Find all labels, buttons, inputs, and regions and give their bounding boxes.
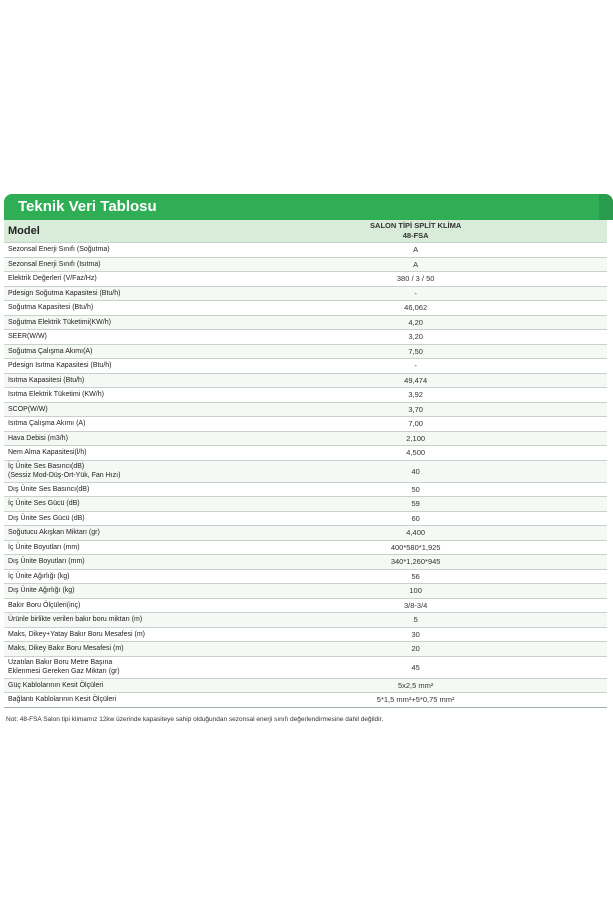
spec-label (4, 613, 224, 628)
model-header: Model (4, 220, 224, 243)
spec-label-text: Elektrik Değerleri (V/Faz/Hz) (8, 275, 97, 283)
spec-label (4, 555, 224, 570)
spec-value: 340*1,260*945 (224, 555, 607, 570)
spec-label-text: Dış Ünite Boyutları (mm) (8, 558, 85, 566)
spec-label-text: Pdesign Soğutma Kapasitesi (Btu/h) (8, 289, 121, 297)
spec-value: 380 / 3 / 50 (224, 272, 607, 287)
spec-label-text: Hava Debisi (m3/h) (8, 434, 68, 442)
spec-value: 40 (224, 460, 607, 482)
spec-label (4, 584, 224, 599)
table-row (4, 417, 607, 432)
spec-value: 4,20 (224, 315, 607, 330)
spec-label-text: Bakır Boru Ölçüleri(inç) (8, 601, 81, 609)
spec-label (4, 431, 224, 446)
table-row (4, 656, 607, 678)
spec-value: 49,474 (224, 373, 607, 388)
spec-label (4, 569, 224, 584)
spec-value: 3,70 (224, 402, 607, 417)
spec-value: 7,00 (224, 417, 607, 432)
spec-label-text: İç Ünite Boyutları (mm) (8, 543, 80, 551)
spec-label-text: Sezonsal Enerji Sınıfı (Isıtma) (8, 260, 101, 268)
spec-label (4, 460, 224, 482)
page-title: Teknik Veri Tablosu (18, 198, 157, 215)
table-row (4, 330, 607, 345)
spec-label-text: SEER(W/W) (8, 333, 47, 341)
spec-label (4, 359, 224, 374)
table-row (4, 642, 607, 657)
spec-value: 7,50 (224, 344, 607, 359)
table-row (4, 598, 607, 613)
spec-label (4, 373, 224, 388)
spec-value: 100 (224, 584, 607, 599)
spec-label (4, 388, 224, 403)
spec-label (4, 526, 224, 541)
spec-table (4, 220, 607, 708)
spec-label-text: Bağlantı Kablolarının Kesit Ölçüleri (8, 696, 117, 704)
spec-label-text: Uzatılan Bakır Boru Metre Başına (8, 659, 113, 666)
spec-label (4, 656, 224, 678)
table-row (4, 497, 607, 512)
spec-value: 56 (224, 569, 607, 584)
spec-label (4, 627, 224, 642)
table-row (4, 301, 607, 316)
spec-label (4, 678, 224, 693)
spec-label (4, 315, 224, 330)
spec-label (4, 257, 224, 272)
table-row (4, 402, 607, 417)
spec-label-text: Isıtma Çalışma Akımı (A) (8, 420, 86, 428)
spec-value: 59 (224, 497, 607, 512)
spec-value: 60 (224, 511, 607, 526)
spec-value: 45 (224, 656, 607, 678)
spec-label (4, 344, 224, 359)
spec-label-text: Maks, Dikey Bakır Boru Mesafesi (m) (8, 645, 124, 653)
spec-label-text: Soğutma Kapasitesi (Btu/h) (8, 304, 94, 312)
spec-label (4, 417, 224, 432)
spec-label (4, 482, 224, 497)
spec-value: 4,500 (224, 446, 607, 461)
spec-value: A (224, 243, 607, 258)
spec-value: 5*1,5 mm²+5*0,75 mm² (224, 693, 607, 708)
spec-label-text: İç Ünite Ses Basıncı(dB) (8, 463, 85, 470)
spec-value: 400*580*1,925 (224, 540, 607, 555)
spec-label (4, 301, 224, 316)
table-row (4, 272, 607, 287)
table-row (4, 257, 607, 272)
spec-value: 5x2,5 mm² (224, 678, 607, 693)
spec-value: 50 (224, 482, 607, 497)
spec-label (4, 642, 224, 657)
spec-label-text: Isıtma Kapasitesi (Btu/h) (8, 376, 85, 384)
spec-label-text: Güç Kablolarının Kesit Ölçüleri (8, 681, 104, 689)
spec-value: 3,92 (224, 388, 607, 403)
table-row (4, 627, 607, 642)
spec-label (4, 402, 224, 417)
table-row (4, 569, 607, 584)
table-row (4, 359, 607, 374)
table-row (4, 555, 607, 570)
spec-label (4, 286, 224, 301)
spec-label-subtext: (Sessiz Mod-Düş-Ort-Yük, Fan Hızı) (8, 472, 121, 479)
product-line: SALON TİPİ SPLİT KLİMA (370, 221, 462, 230)
table-row (4, 693, 607, 708)
spec-label-text: Ürünle birlikte verilen bakır boru miktarı (m) (8, 616, 143, 624)
table-row (4, 482, 607, 497)
footnote: Not: 48-FSA Salon tipi klimamız 12kw üzerinde kapasiteye sahip olduğundan sezonsal enerji sınıfı değerlendirmesine dahil değildir. (6, 716, 384, 723)
spec-value: 2,100 (224, 431, 607, 446)
spec-label-text: Isıtma Elektrik Tüketimi (KW/h) (8, 391, 104, 399)
spec-label-text: İç Ünite Ağırlığı (kg) (8, 572, 70, 580)
spec-label (4, 511, 224, 526)
spec-label-text: Pdesign Isıtma Kapasitesi (Btu/h) (8, 362, 112, 370)
table-row (4, 678, 607, 693)
spec-label-subtext: Eklenmesi Gereken Gaz Miktarı (gr) (8, 668, 120, 675)
table-row (4, 315, 607, 330)
spec-label-text: Soğutucu Akışkan Miktarı (gr) (8, 529, 100, 537)
table-row (4, 243, 607, 258)
spec-value: - (224, 286, 607, 301)
spec-value: 5 (224, 613, 607, 628)
spec-label-text: Maks, Dikey+Yatay Bakır Boru Mesafesi (m) (8, 630, 145, 638)
table-row (4, 388, 607, 403)
spec-label (4, 446, 224, 461)
spec-label-text: Soğutma Elektrik Tüketimi(KW/h) (8, 318, 111, 326)
spec-label (4, 693, 224, 708)
spec-label (4, 598, 224, 613)
spec-value: - (224, 359, 607, 374)
table-row (4, 460, 607, 482)
spec-value: 46,062 (224, 301, 607, 316)
spec-label (4, 330, 224, 345)
table-row (4, 584, 607, 599)
table-row (4, 526, 607, 541)
spec-label (4, 272, 224, 287)
table-row (4, 373, 607, 388)
spec-value: 4,400 (224, 526, 607, 541)
table-header-row (4, 220, 607, 243)
table-row (4, 511, 607, 526)
product-model: 48-FSA (402, 231, 429, 240)
table-row (4, 431, 607, 446)
spec-label (4, 540, 224, 555)
table-row (4, 540, 607, 555)
product-header (224, 220, 607, 243)
spec-label-text: Soğutma Çalışma Akımı(A) (8, 347, 93, 355)
spec-value: 30 (224, 627, 607, 642)
table-row (4, 344, 607, 359)
spec-label-text: Dış Ünite Ağırlığı (kg) (8, 587, 75, 595)
spec-label (4, 497, 224, 512)
spec-value: 3/8-3/4 (224, 598, 607, 613)
spec-label-text: Nem Alma Kapasitesi(l/h) (8, 449, 87, 457)
spec-label-text: SCOP(W/W) (8, 405, 48, 413)
table-row (4, 613, 607, 628)
spec-label (4, 243, 224, 258)
spec-value: A (224, 257, 607, 272)
table-row (4, 286, 607, 301)
spec-value: 3,20 (224, 330, 607, 345)
spec-label-text: Dış Ünite Ses Basıncı(dB) (8, 485, 90, 493)
table-row (4, 446, 607, 461)
spec-label-text: Sezonsal Enerji Sınıfı (Soğutma) (8, 246, 110, 254)
spec-value: 20 (224, 642, 607, 657)
title-banner (4, 194, 613, 220)
spec-label-text: İç Ünite Ses Gücü (dB) (8, 500, 80, 508)
spec-label-text: Dış Ünite Ses Gücü (dB) (8, 514, 85, 522)
banner-accent (599, 194, 613, 220)
